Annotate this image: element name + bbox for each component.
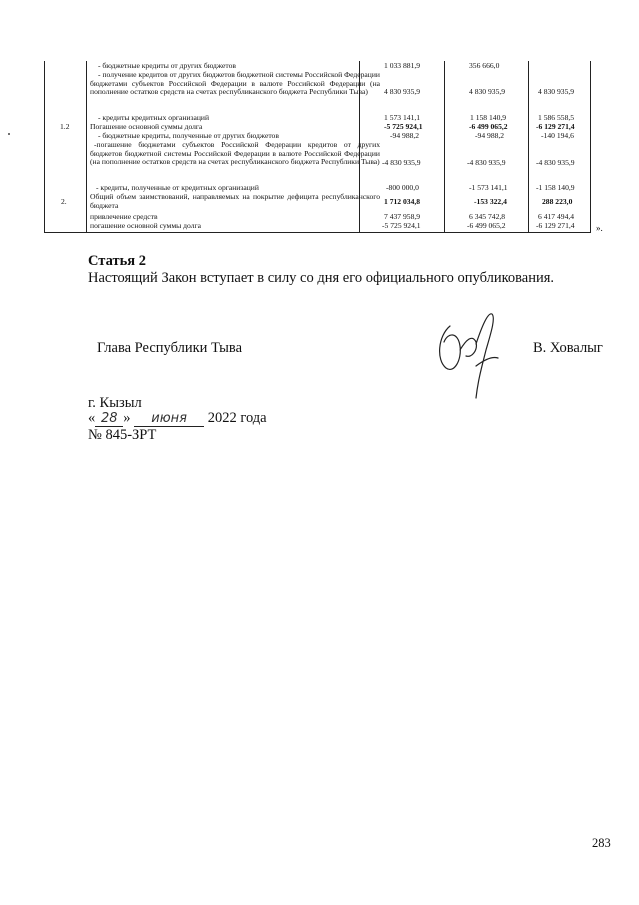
table-row-name: - бюджетные кредиты, полученные от других бюджетов [98,131,279,140]
table-row-value-1: -5 725 924,1 [382,221,421,230]
table-row-value-1: 7 437 958,9 [384,212,421,221]
table-row-value-3: -6 129 271,4 [536,122,575,131]
table-row-value-3: 6 417 494,4 [538,212,575,221]
table-row-name: - получение кредитов от других бюджетов бюджетной системы Российской Федерации бюджетами субъектов Российской Федерации в валюте Российской Федерации (на пополнение остатков средств на счетах республиканского бюджета Республики Тыва) [90,70,380,97]
table-row-value-3: 1 586 558,5 [538,113,575,122]
table-row-value-2: 356 666,0 [469,61,500,70]
table-row-value-2: -1 573 141,1 [469,183,508,192]
table-border-v1 [444,61,445,233]
table-row-value-3: 4 830 935,9 [538,87,575,96]
table-row-name: Погашение основной суммы долга [90,122,203,131]
table-row-name: - бюджетные кредиты от других бюджетов [98,61,236,70]
table-row-value-1: 1 573 141,1 [384,113,421,122]
closing-quote: ». [596,223,603,233]
table-row-name: -погашение бюджетами субъектов Российской Федерации кредитов от других бюджетов бюджетной системы Российской Федерации в валюте Российской Федерации (на пополнение остатков средств на счетах республиканского бюджета Республики Тыва) [90,140,380,167]
table-row-value-2: -94 988,2 [475,131,505,140]
table-row-value-3: -1 158 140,9 [536,183,575,192]
table-row-value-2: 4 830 935,9 [469,87,506,96]
table-row-value-1: 4 830 935,9 [384,87,421,96]
date-open-quote: « [88,410,96,426]
article-text: Настоящий Закон вступает в силу со дня его официального опубликования. [88,270,555,286]
table-row-value-1: -94 988,2 [390,131,420,140]
table-border-left [44,61,45,233]
table-row-value-3: -6 129 271,4 [536,221,575,230]
table-row-name: - кредиты кредитных организаций [98,113,210,122]
place-of-signing: г. Кызыл [88,395,142,411]
table-row-value-3: -140 194,6 [541,131,574,140]
article-title: Статья 2 [88,253,146,269]
table-row-name: Общий объем заимствований, направляемых на покрытие дефицита республиканского бюджета [90,192,380,210]
table-row-value-2: -6 499 065,2 [469,122,508,131]
law-number: № 845-ЗРТ [88,427,157,443]
table-row-value-2: -6 499 065,2 [467,221,506,230]
table-border-v2 [528,61,529,233]
scan-speck [8,133,10,135]
table-border-right [590,61,591,233]
table-border-bottom [44,232,591,233]
date-month: июня [134,411,204,427]
signing-date [88,410,267,427]
table-row-code: 1.2 [60,122,70,131]
page-number: 283 [592,836,611,850]
table-row-value-1: 1 712 034,8 [384,197,421,206]
date-year: 2022 года [207,410,267,426]
table-row-value-1: -4 830 935,9 [382,158,421,167]
table-row-code: 2. [61,197,67,206]
table-row-value-2: -4 830 935,9 [467,158,506,167]
date-close-quote: » [123,410,131,426]
table-row-name: погашение основной суммы долга [90,221,201,230]
table-row-name: - кредиты, полученные от кредитных организаций [96,183,259,192]
table-row-value-1: -800 000,0 [386,183,419,192]
handwritten-signature [432,306,504,404]
date-day: 28 [95,411,123,427]
table-row-value-2: 6 345 742,8 [469,212,506,221]
table-row-name: привлечение средств [90,212,158,221]
table-row-value-3: 288 223,0 [542,197,573,206]
table-row-value-2: -153 322,4 [474,197,507,206]
table-border-code [86,61,87,233]
signatory-name: В. Ховалыг [533,340,603,356]
table-row-value-1: 1 033 881,9 [384,61,421,70]
signatory-role: Глава Республики Тыва [97,340,243,356]
table-row-value-1: -5 725 924,1 [384,122,423,131]
table-row-value-2: 1 158 140,9 [470,113,507,122]
borrowing-table [44,61,591,233]
table-row-value-3: -4 830 935,9 [536,158,575,167]
